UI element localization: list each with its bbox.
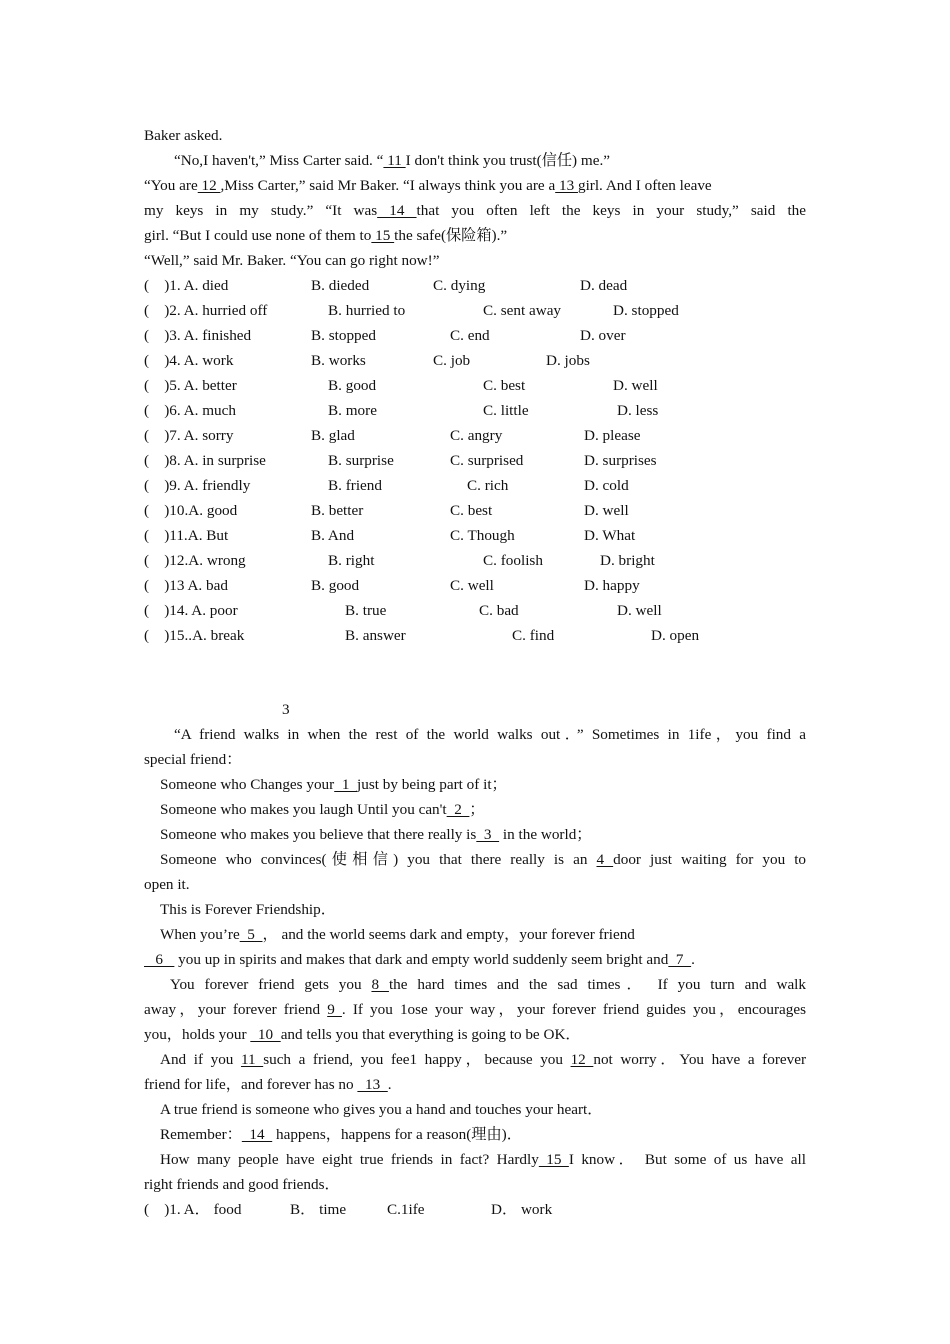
blank-15: 15 <box>371 227 395 244</box>
option-c: C. little <box>483 402 529 419</box>
option-d: D. open <box>651 627 700 644</box>
option-c: C. find <box>512 627 555 644</box>
option-b: B. And <box>311 527 355 544</box>
passage-line: “You are 12 ,Miss Carter,” said Mr Baker. “I always think you are a 13 girl. And I often leave <box>144 177 712 194</box>
blank-3: 3 <box>476 826 500 843</box>
option-b: B. answer <box>345 627 406 644</box>
option-c: C. surprised <box>450 452 524 469</box>
question-number: ( )12.A. wrong <box>144 552 246 569</box>
option-c: C. dying <box>433 277 486 294</box>
option-b: B. hurried to <box>328 302 406 319</box>
option-c: C. rich <box>467 477 509 494</box>
option-d: D. less <box>617 402 659 419</box>
blank-7: 7 <box>668 951 692 968</box>
option-b: B. true <box>345 602 387 619</box>
blank-5: 5 <box>239 926 263 943</box>
option-c: C.1ife <box>387 1201 425 1218</box>
passage-line: This is Forever Friendship． <box>160 901 336 918</box>
blank-10: 10 <box>250 1026 281 1043</box>
question-number: ( )4. A. work <box>144 352 234 369</box>
option-b: B. surprise <box>328 452 394 469</box>
option-d: D． work <box>491 1201 553 1218</box>
passage-line: special friend： <box>144 751 242 768</box>
section-heading: 3 <box>282 701 290 718</box>
blank-2: 2 <box>446 801 470 818</box>
option-b: B. friend <box>328 477 382 494</box>
passage-line: open it. <box>144 876 190 893</box>
passage-line: Remember： 14 happens，happens for a reason(理由)． <box>160 1126 522 1143</box>
option-c: C. foolish <box>483 552 543 569</box>
option-b: B. more <box>328 402 377 419</box>
passage-line: my keys in my study.” “It was 14 that you often left the keys in your study,” said the <box>144 202 807 219</box>
option-b: B. right <box>328 552 375 569</box>
option-c: C. well <box>450 577 494 594</box>
passage-line: Someone who makes you believe that there really is 3 in the world； <box>160 826 592 843</box>
question-number: ( )5. A. better <box>144 377 237 394</box>
blank-9: 9 <box>327 1001 342 1018</box>
option-c: C. sent away <box>483 302 562 319</box>
passage-line: A true friend is someone who gives you a hand and touches your heart． <box>160 1101 603 1118</box>
passage-line: right friends and good friends． <box>144 1176 340 1193</box>
passage-line: When you’re 5 ， and the world seems dark and empty，your forever friend <box>160 926 635 943</box>
blank-12: 12 <box>570 1051 594 1068</box>
option-c: C. best <box>450 502 493 519</box>
option-d: D. jobs <box>546 352 590 369</box>
passage-line: Someone who makes you laugh Until you can't 2 ； <box>160 801 485 818</box>
option-c: C. bad <box>479 602 519 619</box>
option-c: C. Though <box>450 527 515 544</box>
option-d: D. please <box>584 427 641 444</box>
question-number: ( )15..A. break <box>144 627 245 644</box>
blank-14: 14 <box>377 202 417 219</box>
passage-line: girl. “But I could use none of them to 15 the safe(保险箱).” <box>144 227 508 244</box>
blank-4: 4 <box>596 851 614 868</box>
question-number: ( )1. A． food <box>144 1201 242 1218</box>
option-d: D. well <box>584 502 629 519</box>
option-d: D. over <box>580 327 626 344</box>
passage-line: Someone who convinces(使相信) you that there really is an 4 door just waiting for you to <box>160 851 807 868</box>
question-number: ( )11.A. But <box>144 527 229 544</box>
option-b: B. stopped <box>311 327 376 344</box>
option-d: D. cold <box>584 477 629 494</box>
question-number: ( )9. A. friendly <box>144 477 251 494</box>
option-d: D. happy <box>584 577 640 594</box>
option-d: D. bright <box>600 552 655 569</box>
question-number: ( )3. A. finished <box>144 327 252 344</box>
blank-15: 15 <box>538 1151 569 1168</box>
option-d: D. well <box>613 377 658 394</box>
option-c: C. end <box>450 327 490 344</box>
passage-line: How many people have eight true friends in fact? Hardly 15 I know． But some of us have all <box>160 1151 806 1168</box>
question-number: ( )8. A. in surprise <box>144 452 266 469</box>
passage-line: You forever friend gets you 8 the hard times and the sad times． If you turn and walk <box>170 976 806 993</box>
passage-line: “A friend walks in when the rest of the world walks out．” Sometimes in 1ife，you find a <box>174 726 806 743</box>
blank-6: 6 <box>144 951 175 968</box>
blank-13: 13 <box>555 177 578 194</box>
option-b: B. glad <box>311 427 355 444</box>
option-b: B. good <box>328 377 377 394</box>
passage-line: Someone who Changes your 1 just by being part of it； <box>160 776 507 793</box>
question-number: ( )7. A. sorry <box>144 427 234 444</box>
option-c: C. angry <box>450 427 503 444</box>
blank-14: 14 <box>241 1126 273 1143</box>
passage-line: friend for life，and forever has no 13 . <box>144 1076 392 1093</box>
question-number: ( )2. A. hurried off <box>144 302 268 319</box>
option-c: C. job <box>433 352 471 369</box>
blank-13: 13 <box>357 1076 388 1093</box>
passage-line: And if you 11 such a friend, you fee1 happy，because you 12 not worry．You have a forever <box>160 1051 807 1068</box>
option-b: B． time <box>290 1201 347 1218</box>
question-number: ( )14. A. poor <box>144 602 238 619</box>
passage-line: Baker asked. <box>144 127 223 144</box>
option-b: B. dieded <box>311 277 370 294</box>
question-number: ( )10.A. good <box>144 502 238 519</box>
option-b: B. good <box>311 577 360 594</box>
passage-line: away，your forever friend 9 . If you 1ose your way，your forever friend guides you，encourages <box>144 1001 807 1018</box>
blank-11: 11 <box>383 152 406 169</box>
passage-line: “No,I haven't,” Miss Carter said. “ 11 I don't think you trust(信任) me.” <box>174 152 610 169</box>
passage-line: you，holds your 10 and tells you that everything is going to be OK． <box>144 1026 581 1043</box>
blank-12: 12 <box>197 177 221 194</box>
option-d: D. well <box>617 602 662 619</box>
passage-line: “Well,” said Mr. Baker. “You can go right now!” <box>144 252 440 269</box>
option-d: D. dead <box>580 277 628 294</box>
passage-line: 6 you up in spirits and makes that dark and empty world suddenly seem bright and 7 . <box>144 951 695 968</box>
option-b: B. works <box>311 352 366 369</box>
question-number: ( )1. A. died <box>144 277 229 294</box>
option-d: D. stopped <box>613 302 679 319</box>
question-number: ( )13 A. bad <box>144 577 228 594</box>
question-number: ( )6. A. much <box>144 402 236 419</box>
option-c: C. best <box>483 377 526 394</box>
option-d: D. surprises <box>584 452 657 469</box>
blank-1: 1 <box>334 776 357 793</box>
option-b: B. better <box>311 502 364 519</box>
blank-11: 11 <box>240 1051 264 1068</box>
option-d: D. What <box>584 527 636 544</box>
blank-8: 8 <box>371 976 389 993</box>
